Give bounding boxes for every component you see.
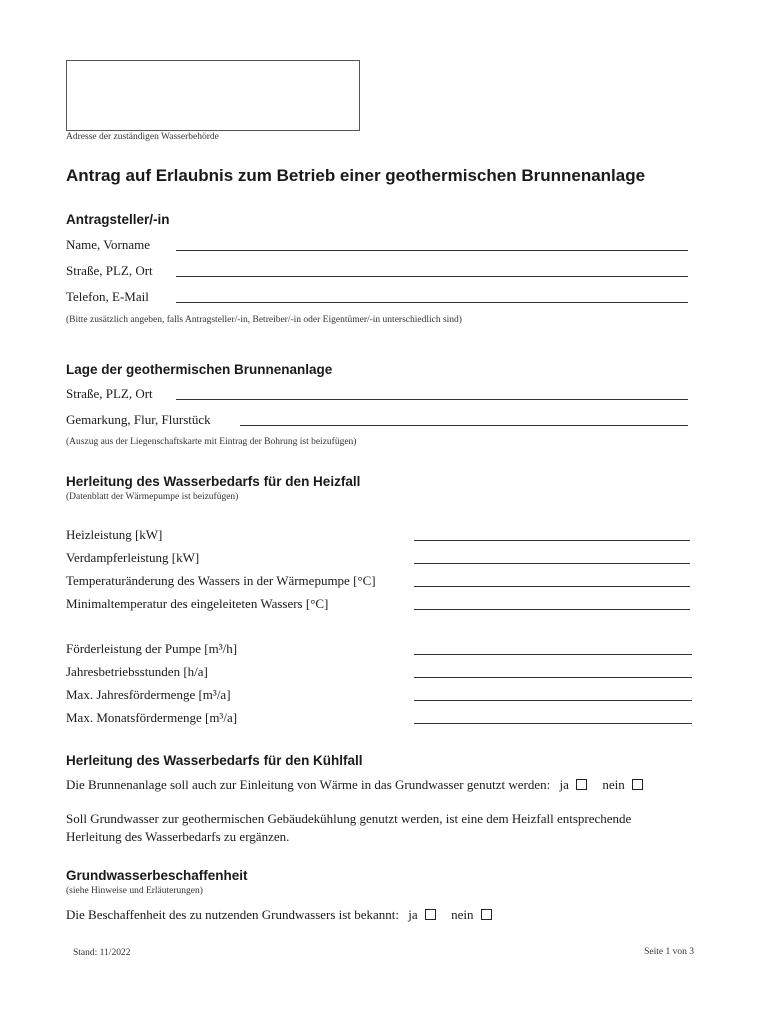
address-caption: Adresse der zuständigen Wasserbehörde [66, 132, 219, 142]
groundwater-yes-label: ja [408, 907, 418, 922]
evaporator-power-label: Verdampferleistung [kW] [66, 550, 200, 565]
evaporator-power-field[interactable] [414, 563, 690, 564]
cooling-no-label: nein [602, 777, 625, 792]
cooling-yes-checkbox[interactable] [576, 779, 587, 790]
cooling-yes-label: ja [559, 777, 569, 792]
location-address-label: Straße, PLZ, Ort [66, 386, 153, 401]
location-parcel-field[interactable] [240, 425, 688, 426]
applicant-contact-field[interactable] [176, 302, 688, 303]
location-parcel-label: Gemarkung, Flur, Flurstück [66, 412, 211, 427]
annual-volume-field[interactable] [414, 700, 692, 701]
cooling-paragraph-line1: Soll Grundwasser zur geothermischen Gebäudekühlung genutzt werden, ist eine dem Heizfall entsprechende [66, 811, 632, 826]
groundwater-heading: Grundwasserbeschaffenheit [66, 868, 248, 883]
applicant-note: (Bitte zusätzlich angeben, falls Antragsteller/-in, Betreiber/-in oder Eigentümer/-in unterschiedlich sind) [66, 315, 462, 325]
heating-note: (Datenblatt der Wärmepumpe ist beizufügen) [66, 492, 239, 502]
min-temperature-field[interactable] [414, 609, 690, 610]
groundwater-yes-checkbox[interactable] [425, 909, 436, 920]
location-note: (Auszug aus der Liegenschaftskarte mit Eintrag der Bohrung ist beizufügen) [66, 437, 357, 447]
address-box[interactable] [66, 60, 360, 131]
heating-power-field[interactable] [414, 540, 690, 541]
groundwater-note: (siehe Hinweise und Erläuterungen) [66, 886, 203, 896]
applicant-heading: Antragsteller/-in [66, 212, 170, 227]
cooling-no-checkbox[interactable] [632, 779, 643, 790]
applicant-address-field[interactable] [176, 276, 688, 277]
applicant-name-field[interactable] [176, 250, 688, 251]
heating-power-label: Heizleistung [kW] [66, 527, 163, 542]
page-title: Antrag auf Erlaubnis zum Betrieb einer geothermischen Brunnenanlage [66, 166, 646, 185]
groundwater-no-checkbox[interactable] [481, 909, 492, 920]
cooling-heading: Herleitung des Wasserbedarfs für den Kühlfall [66, 753, 363, 768]
applicant-name-label: Name, Vorname [66, 237, 150, 252]
pump-rate-field[interactable] [414, 654, 692, 655]
monthly-volume-field[interactable] [414, 723, 692, 724]
heating-heading: Herleitung des Wasserbedarfs für den Heizfall [66, 474, 361, 489]
location-address-field[interactable] [176, 399, 688, 400]
groundwater-question-row [66, 906, 492, 924]
monthly-volume-label: Max. Monatsfördermenge [m³/a] [66, 710, 238, 725]
annual-hours-label: Jahresbetriebsstunden [h/a] [66, 664, 208, 679]
cooling-question: Die Brunnenanlage soll auch zur Einleitung von Wärme in das Grundwasser genutzt werden: [66, 777, 551, 792]
pump-rate-label: Förderleistung der Pumpe [m³/h] [66, 641, 238, 656]
applicant-contact-label: Telefon, E-Mail [66, 289, 149, 304]
temperature-change-label: Temperaturänderung des Wassers in der Wärmepumpe [°C] [66, 573, 376, 588]
applicant-address-label: Straße, PLZ, Ort [66, 263, 153, 278]
cooling-question-row [66, 776, 643, 794]
cooling-paragraph-line2: Herleitung des Wasserbedarfs zu ergänzen. [66, 829, 290, 844]
footer-date: Stand: 11/2022 [73, 948, 131, 958]
footer-page-number: Seite 1 von 3 [644, 947, 694, 957]
min-temperature-label: Minimaltemperatur des eingeleiteten Wassers [°C] [66, 596, 329, 611]
groundwater-no-label: nein [451, 907, 474, 922]
groundwater-question: Die Beschaffenheit des zu nutzenden Grundwassers ist bekannt: [66, 907, 399, 922]
annual-hours-field[interactable] [414, 677, 692, 678]
temperature-change-field[interactable] [414, 586, 690, 587]
annual-volume-label: Max. Jahresfördermenge [m³/a] [66, 687, 231, 702]
location-heading: Lage der geothermischen Brunnenanlage [66, 362, 333, 377]
